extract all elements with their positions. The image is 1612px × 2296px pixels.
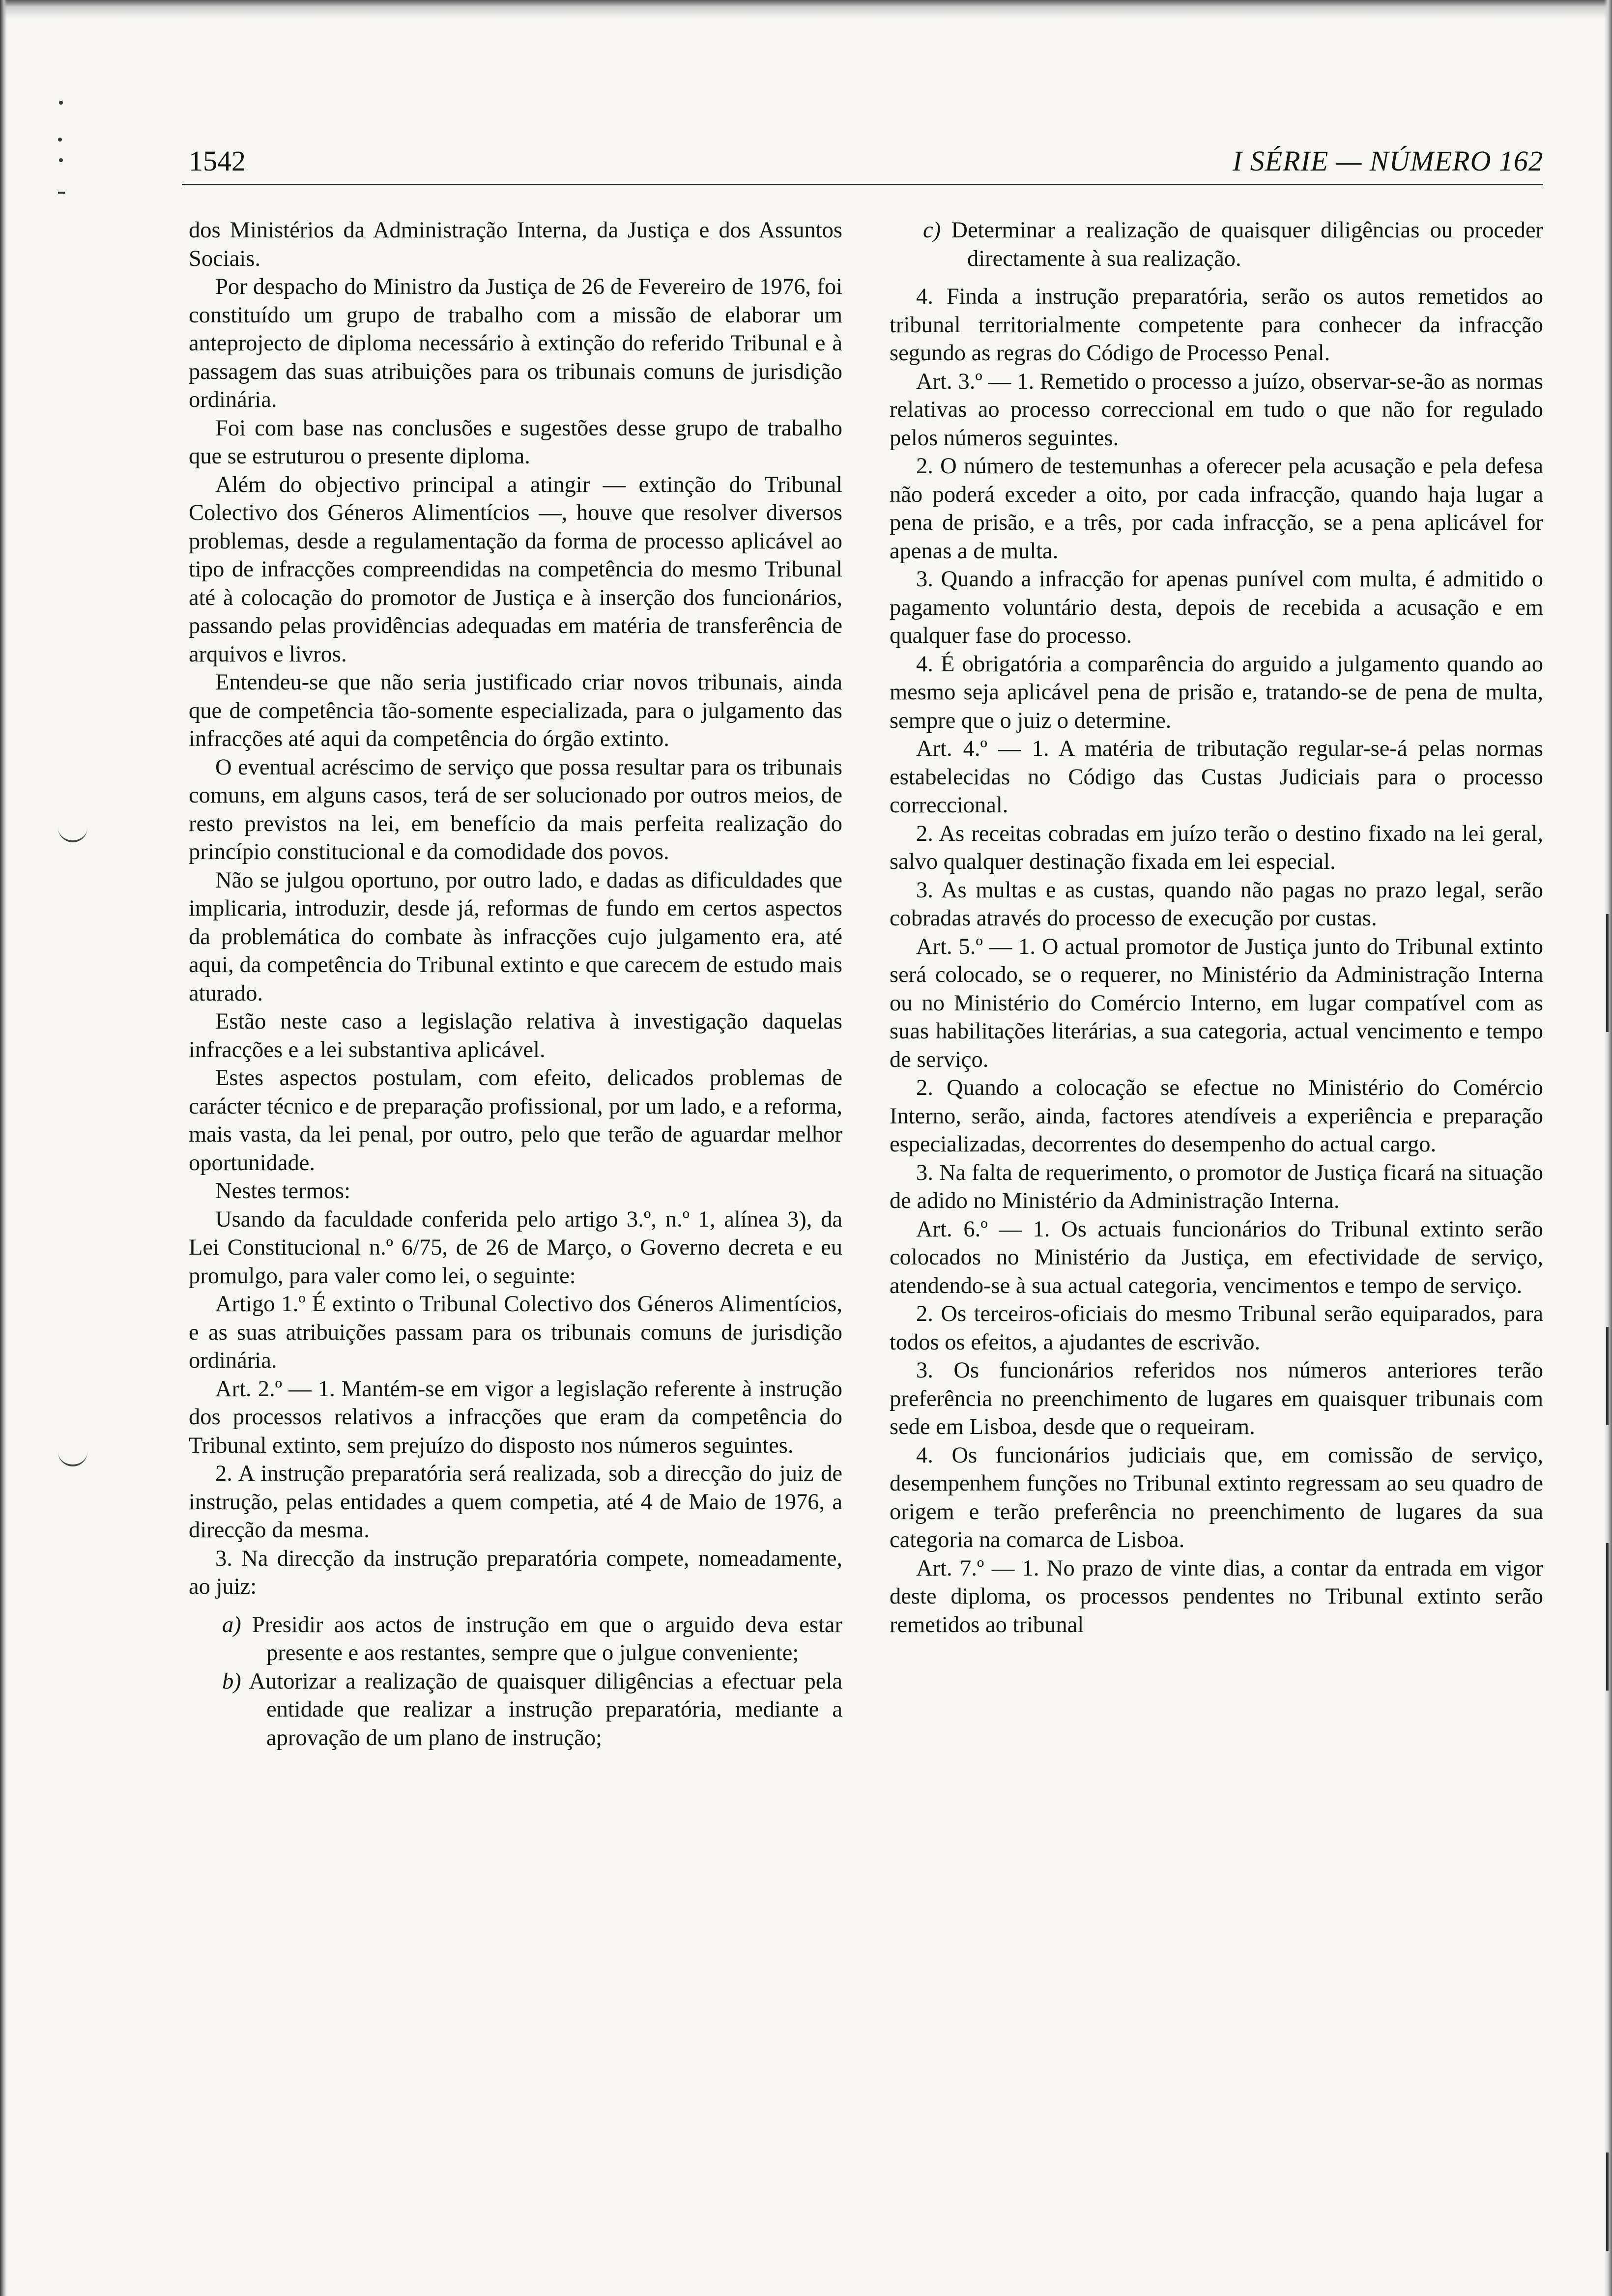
paragraph-text: 2. Quando a colocação se efectue no Ministério do Comércio Interno, serão, ainda, factores atendíveis a experiência e preparação especializadas, decorrentes do desempenho do actual cargo. <box>890 1075 1543 1157</box>
paragraph-text: O eventual acréscimo de serviço que possa resultar para os tribunais comuns, em alguns casos, terá de ser solucionado por outros meios, de resto previstos na lei, em benefício da mais perfeita realização do princípio constitucional e da comodidade dos povos. <box>189 754 842 864</box>
left-column <box>189 216 842 1752</box>
paragraph <box>890 820 1543 876</box>
paragraph-text: 2. Os terceiros-oficiais do mesmo Tribunal serão equiparados, para todos os efeitos, a ajudantes de escrivão. <box>890 1301 1543 1355</box>
paragraph-text: 4. Finda a instrução preparatória, serão os autos remetidos ao tribunal territorialmente competente para conhecer da infracção segundo as regras do Código de Processo Penal. <box>890 284 1543 366</box>
scan-speck <box>59 158 63 162</box>
scan-speck <box>59 101 63 105</box>
paragraph-text: 4. É obrigatória a comparência do arguido a julgamento quando ao mesmo seja aplicável pena de prisão e, tratando-se de pena de multa, sempre que o juiz o determine. <box>890 651 1543 733</box>
margin-line <box>1606 1327 1609 1425</box>
paragraph-text: Presidir aos actos de instrução em que o arguido deva estar presente e aos restantes, sempre que o julgue conveniente; <box>252 1612 842 1665</box>
series-number: I SÉRIE — NÚMERO 162 <box>1232 145 1543 177</box>
paragraph <box>189 1545 842 1601</box>
margin-line <box>1606 2152 1609 2251</box>
scan-edge-top <box>0 0 1612 19</box>
paragraph-text: Artigo 1.º É extinto o Tribunal Colectivo dos Géneros Alimentícios, e as suas atribuições passam para os tribunais comuns de jurisdição ordinária. <box>189 1292 842 1373</box>
paragraph <box>890 1441 1543 1554</box>
page-number: 1542 <box>189 145 246 177</box>
list-item <box>189 1667 842 1752</box>
paragraph <box>890 735 1543 820</box>
document-page <box>182 143 1543 1751</box>
paragraph-text: Foi com base nas conclusões e sugestões desse grupo de trabalho que se estruturou o presente diploma. <box>189 415 842 469</box>
paragraph <box>890 1300 1543 1356</box>
paragraph <box>189 668 842 753</box>
paragraph <box>189 1007 842 1064</box>
paragraph-text: Art. 2.º — 1. Mantém-se em vigor a legislação referente à instrução dos processos relativos a infracções que eram da competência do Tribunal extinto, sem prejuízo do disposto nos números seguintes. <box>189 1376 842 1458</box>
paragraph-text: 3. As multas e as custas, quando não pagas no prazo legal, serão cobradas através do processo de execução por custas. <box>890 877 1543 931</box>
paragraph-text: 3. Na direcção da instrução preparatória compete, nomeadamente, ao juiz: <box>189 1546 842 1599</box>
paragraph <box>890 368 1543 453</box>
paragraph-text: Além do objectivo principal a atingir — extinção do Tribunal Colectivo dos Géneros Alimentícios —, houve que resolver diversos problemas, desde a regulamentação da forma de processo aplicável ao tipo de infracções compreendidas na competência do mesmo Tribunal até à colocação do promotor de Justiça e à inserção dos funcionários, passando pelas providências adequadas em matéria de transferência de arquivos e livros. <box>189 472 842 667</box>
paragraph-text: Entendeu-se que não seria justificado criar novos tribunais, ainda que de competência tão-somente especializada, para o julgamento das infracções até aqui da competência do órgão extinto. <box>189 670 842 751</box>
paragraph-text: Art. 6.º — 1. Os actuais funcionários do Tribunal extinto serão colocados no Ministério da Justiça, em efectividade de serviço, atendendo-se à sua actual categoria, vencimentos e tempo de serviço. <box>890 1216 1543 1298</box>
paragraph <box>890 1159 1543 1215</box>
paragraph-text: 2. A instrução preparatória será realizada, sob a direcção do juiz de instrução, pelas entidades a quem competia, até 4 de Maio de 1976, a direcção da mesma. <box>189 1461 842 1543</box>
paragraph <box>890 933 1543 1074</box>
header-rule <box>182 184 1543 185</box>
paragraph <box>189 1460 842 1545</box>
paragraph <box>890 1215 1543 1300</box>
paragraph-text: Estes aspectos postulam, com efeito, delicados problemas de carácter técnico e de preparação profissional, por um lado, e a reforma, mais vasta, da lei penal, por outro, pelo que terão de aguardar melhor oportunidade. <box>189 1065 842 1176</box>
paragraph-text: Art. 7.º — 1. No prazo de vinte dias, a contar da entrada em vigor deste diploma, os processos pendentes no Tribunal extinto serão remetidos ao tribunal <box>890 1555 1543 1637</box>
list-item <box>189 1611 842 1667</box>
paragraph <box>189 471 842 669</box>
paragraph <box>890 650 1543 735</box>
paragraph <box>189 866 842 1008</box>
page-header <box>182 143 1543 187</box>
scan-speck <box>58 192 65 194</box>
paragraph-text: Determinar a realização de quaisquer diligências ou proceder directamente à sua realização. <box>951 218 1543 271</box>
paragraph <box>189 753 842 866</box>
paragraph-text: 3. Na falta de requerimento, o promotor de Justiça ficará na situação de adido no Ministério da Administração Interna. <box>890 1160 1543 1213</box>
margin-line <box>1606 914 1609 1032</box>
list-item-label: b) <box>222 1668 241 1694</box>
scan-speck <box>58 138 62 142</box>
paragraph-text: Art. 5.º — 1. O actual promotor de Justiça junto do Tribunal extinto será colocado, se o requerer, no Ministério da Administração Interna ou no Ministério do Comércio Interno, em lugar compatível com as suas habilitações literárias, a sua categoria, actual vencimento e tempo de serviço. <box>890 934 1543 1072</box>
paragraph <box>189 414 842 471</box>
paragraph-text: Nestes termos: <box>215 1178 351 1204</box>
list-item <box>890 216 1543 273</box>
paragraph <box>189 1177 842 1205</box>
paragraph-text: Não se julgou oportuno, por outro lado, e dadas as dificuldades que implicaria, introduzir, desde já, reformas de fundo em certos aspectos da problemática do combate às infracções cujo julgamento era, até aqui, da competência do Tribunal extinto e que carecem de estudo mais aturado. <box>189 867 842 1006</box>
paragraph <box>890 283 1543 368</box>
right-column <box>890 216 1543 1639</box>
paragraph <box>890 452 1543 565</box>
paragraph-text: 2. O número de testemunhas a oferecer pela acusação e pela defesa não poderá exceder a oito, por cada infracção, quando haja lugar a pena de prisão, e a três, por cada infracção, se a pena aplicável for apenas a de multa. <box>890 454 1543 564</box>
paragraph <box>189 1064 842 1177</box>
paragraph-text: Usando da faculdade conferida pelo artigo 3.º, n.º 1, alínea 3), da Lei Constitucional n.º 6/75, de 26 de Março, o Governo decreta e eu promulgo, para valer como lei, o seguinte: <box>189 1206 842 1289</box>
scan-edge-right <box>1604 0 1612 2296</box>
paragraph-text: Estão neste caso a legislação relativa à investigação daquelas infracções e a lei substantiva aplicável. <box>189 1009 842 1062</box>
paragraph <box>890 876 1543 933</box>
binding-hole-mark <box>58 826 87 842</box>
paragraph-text: Por despacho do Ministro da Justiça de 26 de Fevereiro de 1976, foi constituído um grupo de trabalho com a missão de elaborar um anteprojecto de diploma necessário à extinção do referido Tribunal e à passagem das suas atribuições para os tribunais comuns de jurisdição ordinária. <box>189 274 842 412</box>
paragraph <box>890 1356 1543 1441</box>
paragraph <box>189 1205 842 1291</box>
list-item-label: a) <box>222 1612 241 1637</box>
paragraph-text: 3. Quando a infracção for apenas punível com multa, é admitido o pagamento voluntário desta, depois de recebida a acusação e em qualquer fase do processo. <box>890 567 1543 648</box>
binding-hole-mark <box>58 1450 87 1466</box>
paragraph-text: 2. As receitas cobradas em juízo terão o destino fixado na lei geral, salvo qualquer destinação fixada em lei especial. <box>890 821 1543 874</box>
paragraph-text: Autorizar a realização de quaisquer diligências a efectuar pela entidade que realizar a instrução preparatória, mediante a aprovação de um plano de instrução; <box>249 1668 843 1751</box>
paragraph-text: 3. Os funcionários referidos nos números anteriores terão preferência no preenchimento de lugares em quaisquer tribunais com sede em Lisboa, desde que o requeiram. <box>890 1358 1543 1439</box>
paragraph-text: 4. Os funcionários judiciais que, em comissão de serviço, desempenhem funções no Tribunal extinto regressam ao seu quadro de origem e terão preferência no preenchimento de lugares da sua categoria na comarca de Lisboa. <box>890 1442 1543 1552</box>
paragraph-text: Art. 3.º — 1. Remetido o processo a juízo, observar-se-ão as normas relativas ao processo correccional em tudo o que não for regulado pelos números seguintes. <box>890 369 1543 451</box>
margin-line <box>1606 1543 1609 1691</box>
paragraph <box>890 1554 1543 1639</box>
paragraph <box>189 273 842 414</box>
paragraph <box>189 1375 842 1460</box>
list-item-label: c) <box>923 218 941 243</box>
scan-edge-left <box>0 0 7 2296</box>
paragraph-text: dos Ministérios da Administração Interna, da Justiça e dos Assuntos Sociais. <box>189 218 842 271</box>
paragraph <box>890 1074 1543 1159</box>
paragraph <box>189 216 842 273</box>
paragraph <box>890 565 1543 650</box>
paragraph <box>189 1290 842 1375</box>
paragraph-text: Art. 4.º — 1. A matéria de tributação regular-se-á pelas normas estabelecidas no Código das Custas Judiciais para o processo correccional. <box>890 736 1543 818</box>
